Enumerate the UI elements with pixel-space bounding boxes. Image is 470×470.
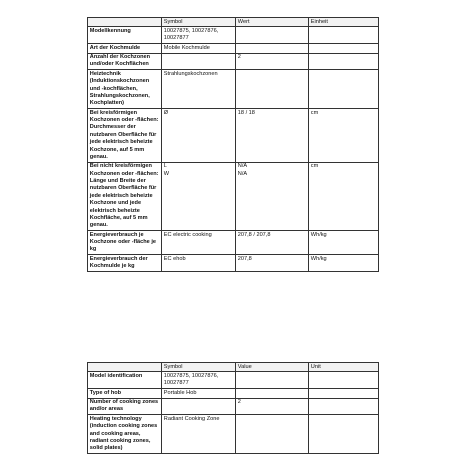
row-unit (309, 372, 379, 389)
row-unit: cm (309, 109, 379, 163)
table-row (88, 231, 379, 255)
row-symbol (162, 398, 236, 415)
row-value (236, 415, 309, 454)
table-row (88, 53, 379, 70)
row-label: Bei kreisförmigen Kochzonen oder -flächen: Durchmesser der nutzbaren Oberfläche für jede elektrisch beheizte Kochzone, auf 5 mm genau. (88, 109, 162, 163)
row-unit (309, 70, 379, 109)
table-row (88, 44, 379, 53)
row-unit (309, 415, 379, 454)
header-cell-value: Wert (236, 18, 309, 27)
row-label: Energieverbrauch je Kochzone oder -fläche je kg (88, 231, 162, 255)
row-label: Heiztechnik (Induktionskochzonen und -kochflächen, Strahlungskochzonen, Kochplatten) (88, 70, 162, 109)
row-value: 18 / 18 (236, 109, 309, 163)
row-label: Anzahl der Kochzonen und/oder Kochflächen (88, 53, 162, 70)
value-length: N/A (237, 163, 248, 170)
row-symbol: Mobile Kochmulde (162, 44, 236, 53)
table-row (88, 389, 379, 398)
row-label: Model identification (88, 372, 162, 389)
symbol-length: L (163, 163, 167, 170)
row-unit (309, 53, 379, 70)
header-cell-symbol: Symbol (162, 363, 236, 372)
table-header-row (88, 363, 379, 372)
row-unit (309, 398, 379, 415)
row-symbol: Portable Hob (162, 389, 236, 398)
row-symbol: Ø (162, 109, 236, 163)
row-unit (309, 44, 379, 53)
header-cell-value: Value (236, 363, 309, 372)
header-cell-unit: Unit (309, 363, 379, 372)
row-symbol: Radiant Cooking Zone (162, 415, 236, 454)
row-unit: cm (309, 162, 379, 230)
header-cell (88, 18, 162, 27)
row-label: Energieverbrauch der Kochmulde je kg (88, 255, 162, 272)
symbol-width: W (163, 170, 170, 177)
table-row (88, 27, 379, 44)
table-row (88, 415, 379, 454)
row-value (236, 389, 309, 398)
value-width: N/A (237, 170, 248, 177)
row-label: Heating technology (induction cooking zones and cooking areas, radiant cooking zones, solid plates) (88, 415, 162, 454)
row-value: 2 (236, 53, 309, 70)
row-value (236, 372, 309, 389)
row-value: 2 (236, 398, 309, 415)
header-cell-unit: Einheit (309, 18, 379, 27)
row-value (236, 27, 309, 44)
row-symbol (162, 53, 236, 70)
row-unit: Wh/kg (309, 255, 379, 272)
row-label: Modellkennung (88, 27, 162, 44)
table-row (88, 109, 379, 163)
table-row (88, 70, 379, 109)
row-value (236, 44, 309, 53)
row-value: 207,8 / 207,8 (236, 231, 309, 255)
row-label: Bei nicht kreisförmigen Kochzonen oder -flächen: Länge und Breite der nutzbaren Oberfläche für jede elektrisch beheizte Kochzone und jede elektrisch beheizte Kochfläche, auf 5 mm genau. (88, 162, 162, 230)
row-symbol: EC electric cooking (162, 231, 236, 255)
table-row (88, 398, 379, 415)
table-row (88, 372, 379, 389)
row-unit (309, 389, 379, 398)
header-cell (88, 363, 162, 372)
row-value (236, 70, 309, 109)
row-symbol: EC ehob (162, 255, 236, 272)
row-value (236, 162, 309, 230)
table-row (88, 255, 379, 272)
row-label: Type of hob (88, 389, 162, 398)
row-unit (309, 27, 379, 44)
spec-table-de (87, 17, 379, 272)
row-symbol (162, 162, 236, 230)
spec-table-en (87, 362, 379, 454)
header-cell-symbol: Symbol (162, 18, 236, 27)
row-symbol: 10027875, 10027876, 10027877 (162, 27, 236, 44)
row-label: Art der Kochmulde (88, 44, 162, 53)
row-unit: Wh/kg (309, 231, 379, 255)
row-value: 207,8 (236, 255, 309, 272)
row-symbol: 10027875, 10027876, 10027877 (162, 372, 236, 389)
table-row (88, 162, 379, 230)
table-header-row (88, 18, 379, 27)
row-symbol: Strahlungskochzonen (162, 70, 236, 109)
row-label: Number of cooking zones and/or areas (88, 398, 162, 415)
